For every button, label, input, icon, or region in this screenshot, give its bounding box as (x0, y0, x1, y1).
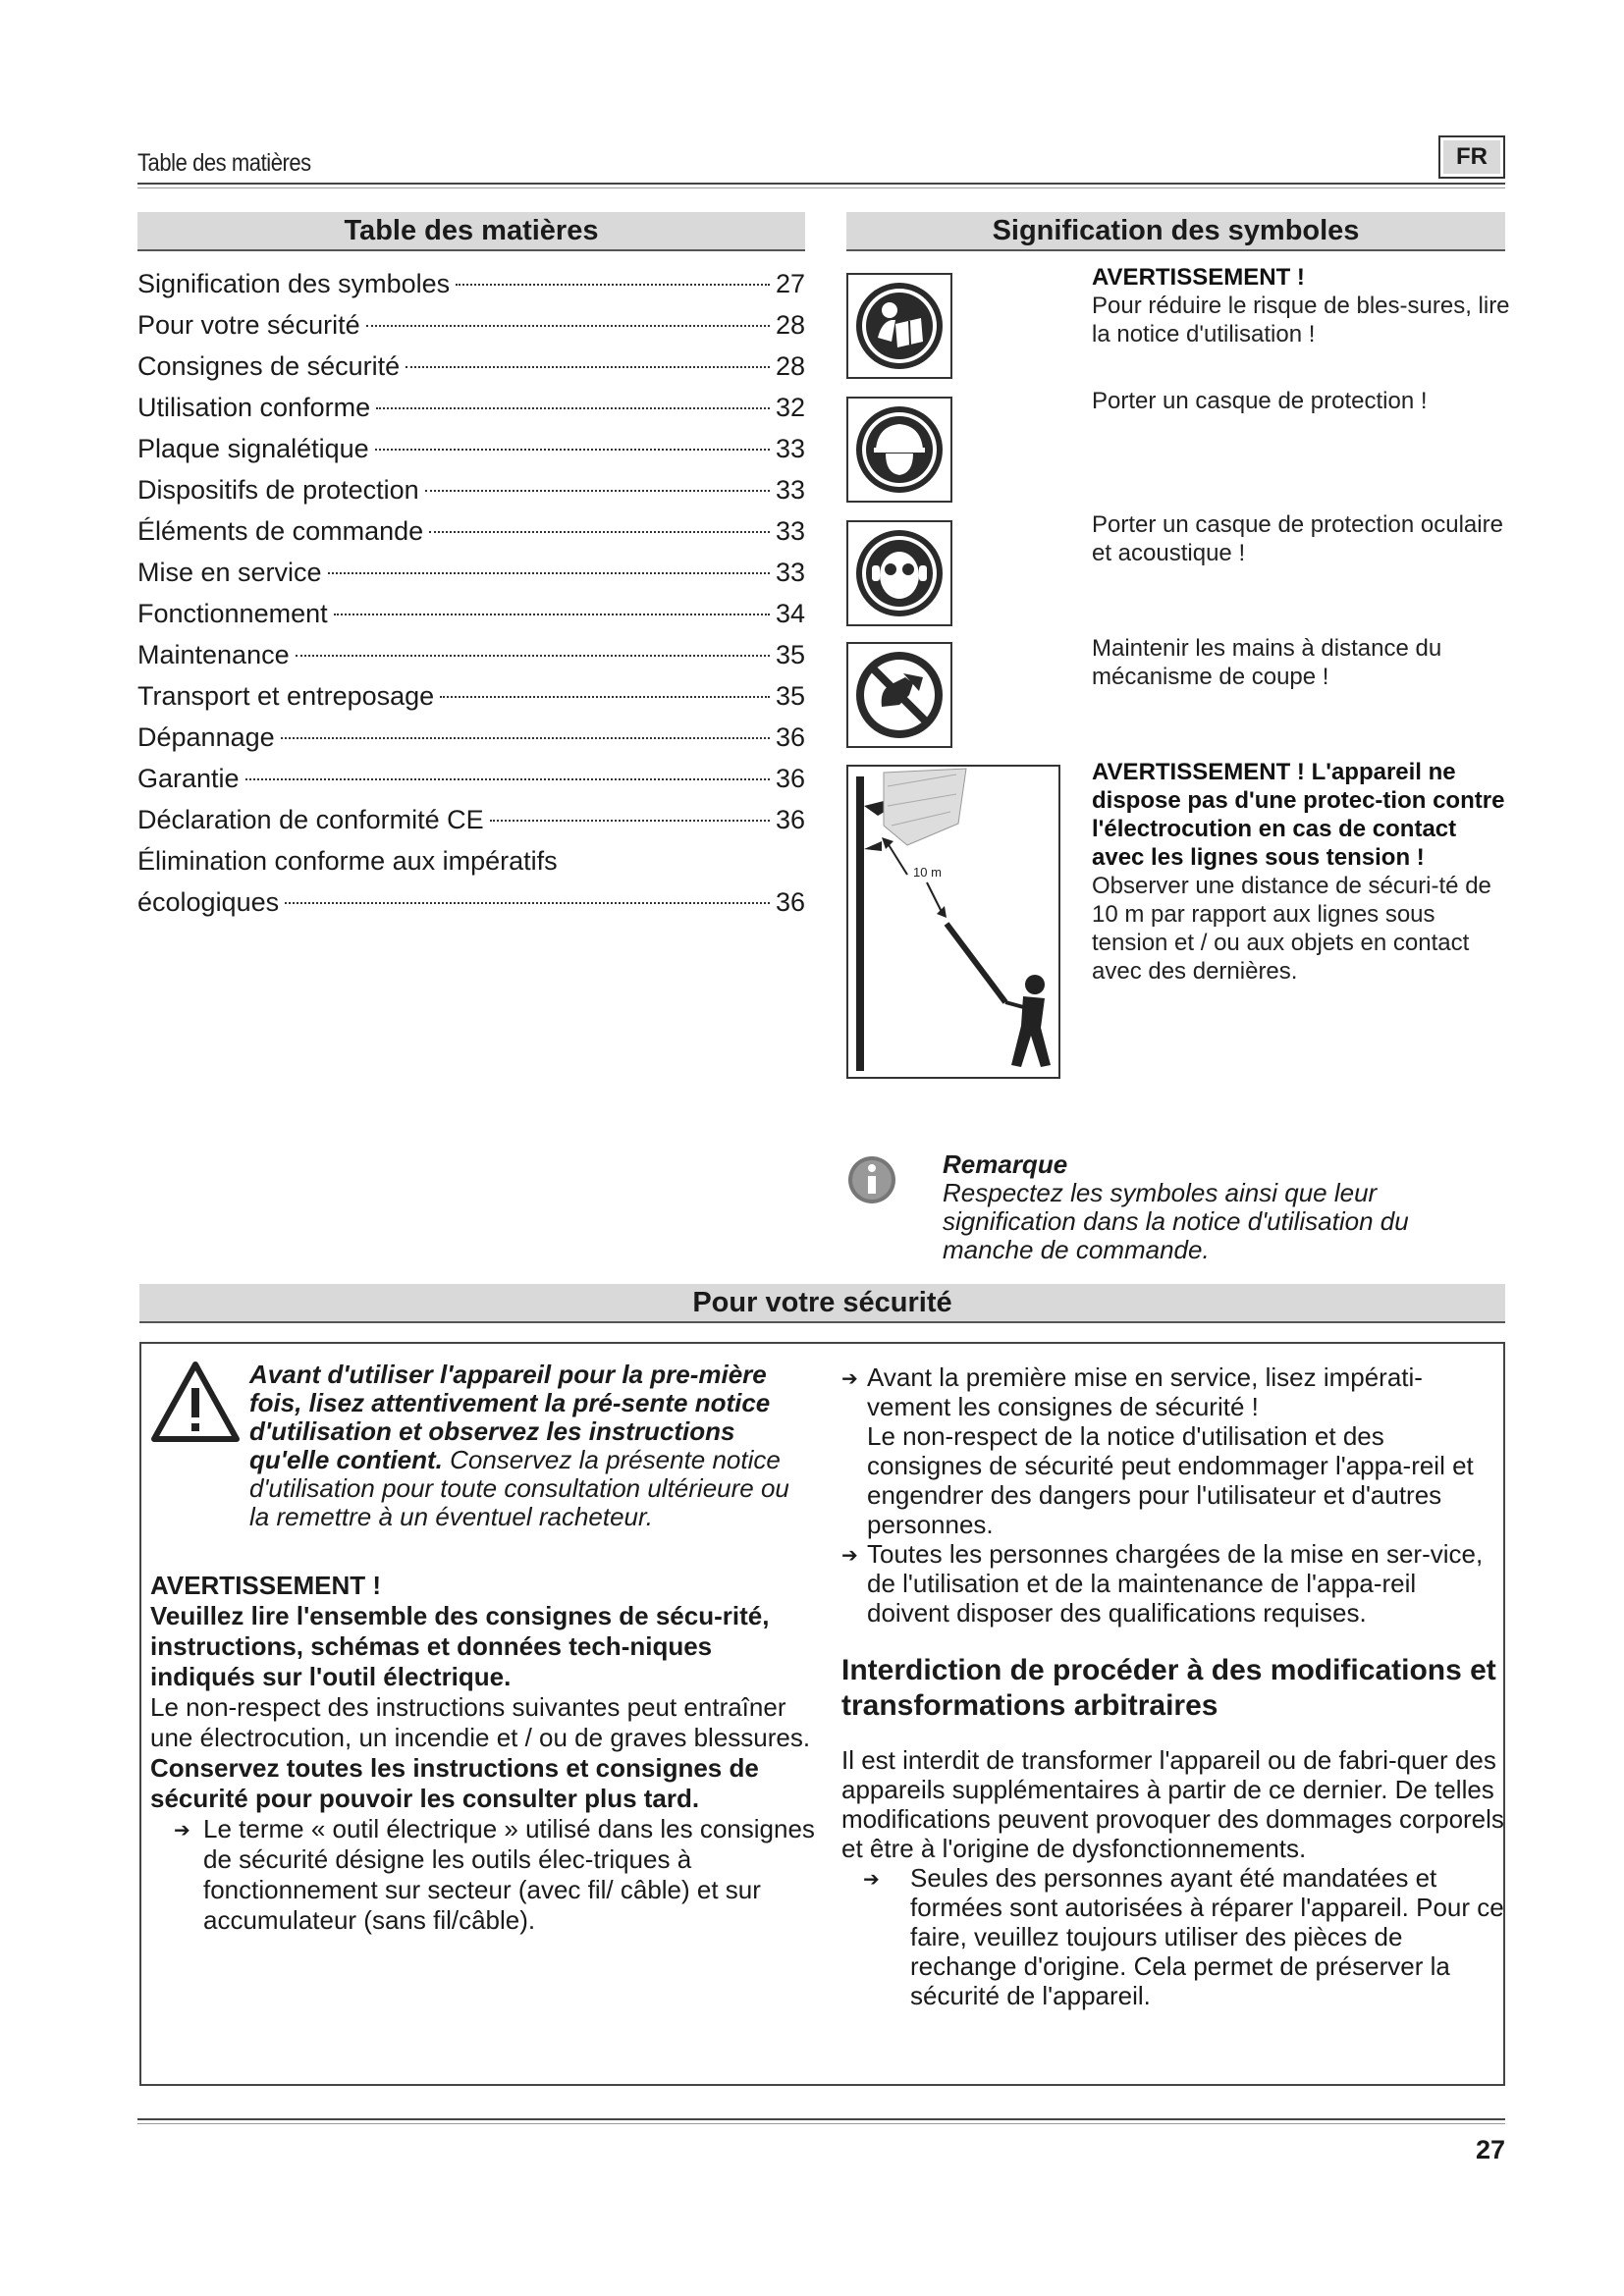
toc-item[interactable]: Élimination conforme aux impératifs (137, 846, 558, 876)
warning-text: Le non-respect des instructions suivantes peut entraîner une électrocution, un incendie et / ou de graves blessures. (150, 1692, 811, 1752)
read-manual-symbol (846, 273, 952, 379)
no-hands-icon (852, 648, 947, 742)
symbol-5-title: AVERTISSEMENT ! L'appareil ne dispose pas d'une protec-tion contre l'électrocution en cas de contact avec les lignes sous tension ! (1092, 759, 1505, 871)
page-number: 27 (1475, 2135, 1505, 2164)
toc-leader (245, 778, 770, 780)
toc-leader (490, 820, 770, 822)
symbol-1-desc: Pour réduire le risque de bles-sures, lire la notice d'utilisation ! (1092, 293, 1510, 347)
toc-leader (285, 902, 770, 904)
page-header (137, 135, 1505, 187)
modifications-text: Il est interdit de transformer l'appareil ou de fabri-quer des appareils supplémentaires à partir de ce dernier. De telles modifications peuvent provoquer des dommages corporels et être à l'origine de dysfonctionnements. (841, 1745, 1504, 1863)
toc-item[interactable]: Utilisation conforme 32 (137, 393, 805, 422)
qualifications-bullet: ➔ Toutes les personnes chargées de la mise en ser-vice, de l'utilisation et de la maintenance de l'appa-reil doivent disposer des qualifications requises. (841, 1539, 1484, 1628)
first-use-bullet: ➔ Avant la première mise en service, lisez impérati-vement les consignes de sécurité ! Le non-respect de la notice d'utilisation et des consignes de sécurité peut endommager l'appa-reil et engendrer des dangers pour l'utilisateur et d'autres personnes. (841, 1362, 1474, 1539)
power-line-distance-icon (848, 767, 1058, 1077)
helmet-icon (852, 402, 947, 497)
modifications-heading: Interdiction de procéder à des modifications et transformations arbitraires (841, 1654, 1496, 1722)
toc-leader (334, 614, 770, 615)
toc-leader (376, 407, 770, 409)
safety-left-column (150, 1571, 818, 1936)
symbol-5-text (1092, 758, 1514, 986)
symbol-4-text: Maintenir les mains à distance du mécanisme de coupe ! (1092, 635, 1442, 690)
eye-ear-protection-symbol (846, 520, 952, 626)
header-title: Table des matières (137, 149, 311, 177)
repair-bullet: ➔ Seules des personnes ayant été mandatées et formées sont autorisées à réparer l'appareil. Pour ce faire, veuillez toujours utiliser des pièces de rechange d'origine. Cela permet de préserver la sécurité de l'appareil. (863, 1863, 1504, 2010)
safety-intro-bold: Avant d'utiliser l'appareil pour la pre-mière fois, lisez attentivement la pré-sente notice d'utilisation et observez les instructions qu'elle contient. (249, 1360, 771, 1474)
toc-leader (281, 737, 770, 739)
toc-leader (425, 490, 770, 492)
info-icon (846, 1152, 897, 1207)
warning-bold-text: Veuillez lire l'ensemble des consignes de sécu-rité, instructions, schémas et données tech-niques indiqués sur l'outil électrique. (150, 1601, 770, 1691)
arrow-icon: ➔ (841, 1545, 858, 1567)
arrow-icon: ➔ (841, 1368, 858, 1390)
note-text: Respectez les symboles ainsi que leur signification dans la notice d'utilisation du manche de commande. (943, 1178, 1409, 1264)
warning-title: AVERTISSEMENT ! (150, 1571, 381, 1600)
symbol-1-title: AVERTISSEMENT ! (1092, 264, 1305, 291)
toc-leader (328, 572, 770, 574)
note-title: Remarque (943, 1149, 1068, 1179)
toc-leader (440, 696, 770, 698)
toc-heading: Table des matières (137, 212, 805, 251)
toc-item[interactable]: Mise en service 33 (137, 558, 805, 587)
helmet-symbol (846, 397, 952, 503)
safety-intro-rest: Conservez la présente notice d'utilisation pour toute consultation ultérieure ou la remettre à un éventuel racheteur. (249, 1445, 789, 1531)
eye-ear-protection-icon (852, 526, 947, 620)
toc-leader (406, 366, 770, 368)
arrow-icon: ➔ (863, 1869, 880, 1891)
table-of-contents (137, 263, 805, 923)
safety-right-column (841, 1362, 1504, 2010)
toc-leader (456, 284, 770, 286)
power-line-symbol (846, 765, 1060, 1079)
symbols-heading: Signification des symboles (846, 212, 1505, 251)
distance-label: 10 m (913, 865, 942, 880)
toc-leader (366, 325, 770, 327)
toc-leader (429, 531, 770, 533)
toc-item[interactable]: écologiques 36 (137, 887, 805, 917)
language-badge: FR (1438, 135, 1505, 179)
toc-item[interactable]: Signification des symboles 27 (137, 269, 805, 298)
read-manual-icon (852, 279, 947, 373)
symbol-3-text: Porter un casque de protection oculaire et acoustique ! (1092, 511, 1503, 566)
toc-item[interactable]: Dispositifs de protection 33 (137, 475, 805, 505)
toc-item[interactable]: Déclaration de conformité CE 36 (137, 805, 805, 834)
footer-divider-thin (137, 2123, 1505, 2124)
term-bullet: ➔ Le terme « outil électrique » utilisé dans les consignes de sécurité désigne les outils élec-triques à fonctionnement sur secteur (avec fil/ câble) et sur accumulateur (sans fil/câble). (174, 1814, 815, 1935)
safety-heading: Pour votre sécurité (139, 1284, 1505, 1323)
toc-item[interactable]: Transport et entreposage 35 (137, 681, 805, 711)
hands-away-symbol (846, 642, 952, 748)
warning-triangle-icon (150, 1361, 241, 1443)
safety-intro (249, 1361, 814, 1531)
toc-leader (375, 449, 770, 451)
arrow-icon: ➔ (174, 1820, 190, 1842)
toc-item[interactable]: Maintenance 35 (137, 640, 805, 669)
symbol-5-desc: Observer une distance de sécuri-té de 10 m par rapport aux lignes sous tension et / ou aux objets en contact avec des dernières. (1092, 873, 1491, 985)
toc-item[interactable]: Consignes de sécurité 28 (137, 351, 805, 381)
note (943, 1150, 1502, 1264)
symbol-2-text: Porter un casque de protection ! (1092, 388, 1428, 414)
toc-item[interactable]: Dépannage 36 (137, 722, 805, 752)
toc-item[interactable]: Fonctionnement 34 (137, 599, 805, 628)
toc-leader (296, 655, 770, 657)
header-divider (137, 183, 1505, 185)
footer-divider (137, 2118, 1505, 2120)
keep-instructions-text: Conservez toutes les instructions et consignes de sécurité pour pouvoir les consulter plus tard. (150, 1753, 759, 1813)
toc-item[interactable]: Pour votre sécurité 28 (137, 310, 805, 340)
header-divider-thin (137, 187, 1505, 188)
toc-item[interactable]: Éléments de commande 33 (137, 516, 805, 546)
symbol-1-text (1092, 263, 1514, 348)
toc-item[interactable]: Garantie 36 (137, 764, 805, 793)
toc-item[interactable]: Plaque signalétique 33 (137, 434, 805, 463)
